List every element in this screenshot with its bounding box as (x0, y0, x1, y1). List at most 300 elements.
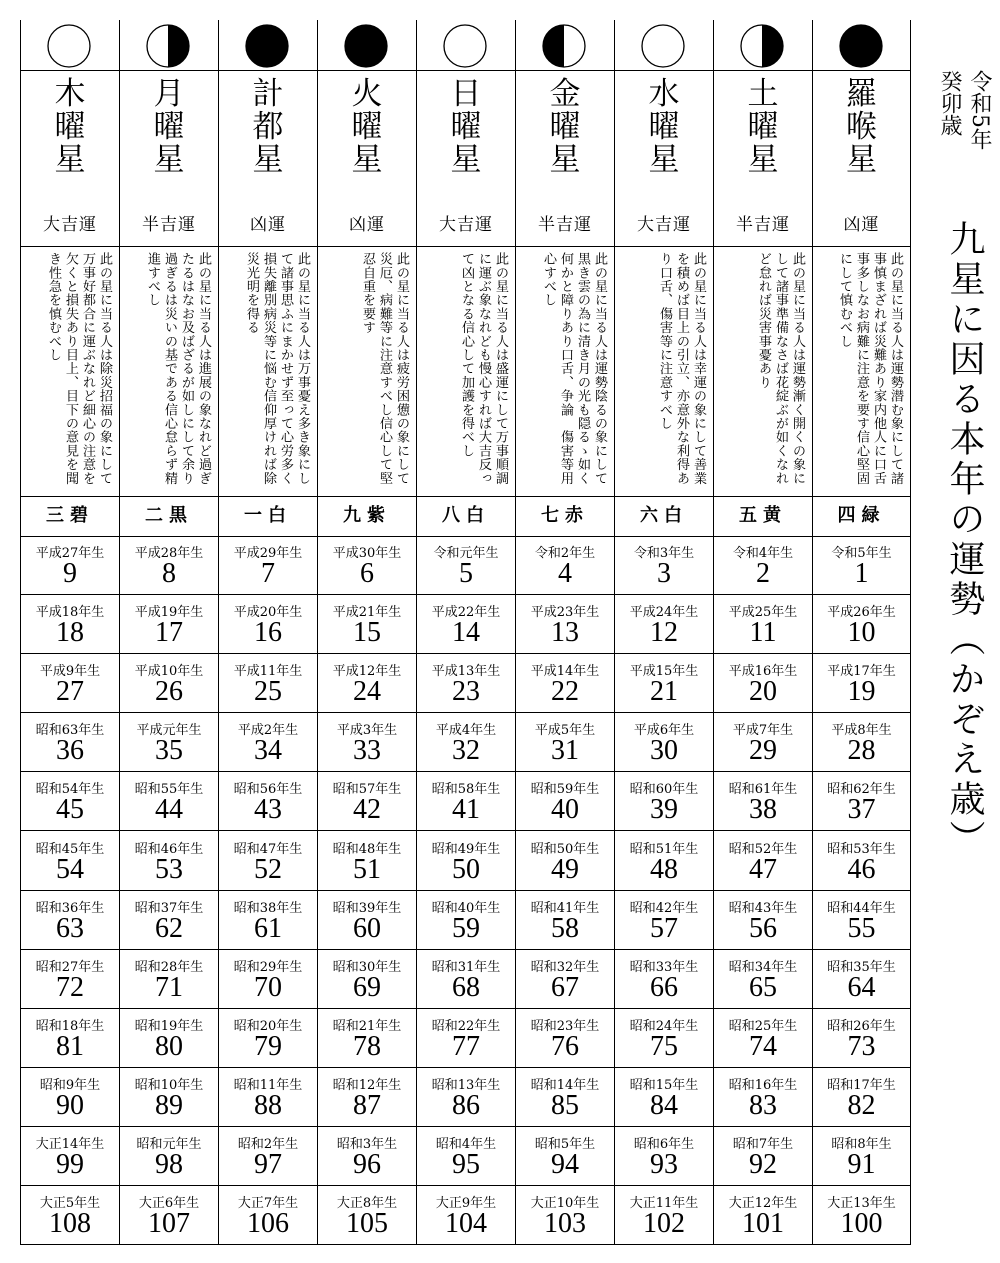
birth-year: 平成8年生 (831, 723, 892, 739)
year-cell (318, 891, 416, 950)
age-number: 45 (56, 794, 84, 826)
birth-year: 昭和18年生 (35, 1018, 105, 1034)
birth-year: 平成20年生 (233, 605, 303, 621)
age-number: 16 (254, 617, 282, 649)
birth-year: 昭和54年生 (35, 782, 105, 798)
age-number: 98 (155, 1149, 183, 1180)
nine-star-label: 五黄 (714, 496, 812, 537)
year-cell (615, 832, 713, 891)
age-number: 92 (749, 1149, 777, 1180)
birth-year: 昭和28年生 (134, 959, 204, 975)
age-number: 66 (650, 971, 678, 1003)
birth-year: 昭和61年生 (728, 782, 798, 798)
moon-cell (615, 20, 713, 71)
star-name-char: 曜 (648, 109, 680, 145)
description-cell (714, 246, 812, 497)
description-cell (318, 246, 416, 497)
birth-year: 平成9年生 (39, 664, 101, 680)
star-name-cell (417, 70, 515, 247)
moon-cell (21, 20, 119, 71)
birth-year: 昭和12年生 (332, 1077, 402, 1093)
star-column (416, 20, 515, 1245)
year-cell (120, 1127, 218, 1186)
year-cell (219, 1186, 317, 1245)
year-cell (318, 832, 416, 891)
birth-year: 大正7年生 (237, 1196, 299, 1212)
birth-year: 平成24年生 (629, 605, 699, 621)
age-number: 14 (452, 617, 480, 649)
age-number: 79 (254, 1030, 282, 1062)
birth-year: 昭和元年生 (136, 1137, 202, 1152)
star-name (318, 78, 416, 177)
age-number: 9 (63, 558, 77, 589)
age-number: 49 (551, 853, 579, 885)
star-name (813, 78, 910, 177)
birth-year: 平成23年生 (530, 605, 600, 621)
star-column (317, 20, 416, 1245)
age-number: 2 (756, 558, 770, 589)
birth-year: 令和2年生 (534, 546, 596, 561)
birth-year: 昭和30年生 (332, 959, 402, 975)
year-cell (318, 713, 416, 772)
age-number: 85 (551, 1089, 579, 1121)
birth-year: 昭和60年生 (629, 782, 699, 798)
age-number: 54 (56, 853, 84, 885)
year-cell (219, 891, 317, 950)
age-number: 35 (155, 735, 183, 767)
age-number: 44 (155, 794, 183, 826)
year-cell (120, 536, 218, 595)
birth-year: 昭和40年生 (431, 900, 501, 916)
age-number: 26 (155, 676, 183, 708)
birth-year: 令和元年生 (433, 546, 499, 561)
year-cell (516, 891, 614, 950)
age-number: 52 (254, 853, 282, 885)
birth-year: 平成11年生 (233, 664, 303, 680)
star-column (812, 20, 911, 1245)
year-cell (417, 1068, 515, 1127)
age-number: 19 (847, 676, 876, 708)
year-cell (813, 772, 910, 831)
age-number: 68 (452, 971, 480, 1003)
age-number: 77 (452, 1030, 480, 1062)
nine-star-label: 二黒 (120, 496, 218, 537)
birth-year: 平成2年生 (237, 723, 299, 739)
moon-phase-icon (541, 23, 587, 69)
fortune-description: 此の星に当る人は盛運にして万事順調に運ぶ象なれども慢心すれば大吉反って凶となる信心して加護を得べし (459, 252, 508, 485)
age-number: 67 (551, 971, 579, 1003)
age-number: 55 (847, 912, 876, 944)
age-number: 23 (452, 676, 480, 708)
year-cell (120, 1068, 218, 1127)
year-cell (615, 950, 713, 1009)
birth-year: 平成16年生 (728, 664, 798, 680)
year-cell (813, 536, 910, 595)
age-number: 39 (650, 794, 678, 826)
year-cell (714, 654, 812, 713)
birth-year: 昭和20年生 (233, 1018, 303, 1034)
star-name-char: 金 (549, 76, 581, 112)
description-cell (516, 246, 614, 497)
side-panel (918, 60, 996, 1240)
age-number: 61 (254, 912, 282, 944)
star-name-char: 水 (648, 76, 680, 112)
year-cell (714, 772, 812, 831)
age-number: 69 (353, 971, 381, 1003)
birth-year: 昭和41年生 (530, 900, 600, 916)
age-number: 91 (847, 1149, 876, 1180)
fortune-description: 此の星に当る人は運勢陰るの象にして黒き雲の為に清き月の光も隠るゝ如く何かと障りあり口舌、争論 傷害等用心すべし (541, 252, 607, 485)
birth-year: 昭和14年生 (530, 1077, 600, 1093)
birth-year: 昭和38年生 (233, 900, 303, 916)
birth-year: 昭和11年生 (233, 1077, 303, 1093)
birth-year: 昭和59年生 (530, 782, 600, 798)
birth-year: 平成30年生 (332, 546, 402, 561)
year-cell (120, 891, 218, 950)
star-name-char: 木 (54, 76, 86, 112)
year-cell (120, 832, 218, 891)
luck-label: 大吉運 (637, 215, 691, 235)
age-number: 106 (247, 1208, 289, 1240)
year-cell (417, 1127, 515, 1186)
birth-year: 平成28年生 (134, 546, 204, 561)
birth-year: 平成6年生 (633, 723, 695, 739)
age-number: 27 (56, 676, 84, 708)
age-number: 11 (749, 617, 777, 649)
birth-year: 昭和57年生 (332, 782, 402, 798)
age-number: 24 (353, 676, 381, 708)
year-cell (417, 772, 515, 831)
birth-year: 平成26年生 (827, 605, 896, 621)
age-number: 30 (650, 735, 678, 767)
age-number: 96 (353, 1149, 381, 1180)
year-cell (516, 713, 614, 772)
age-number: 10 (847, 617, 876, 649)
birth-year: 昭和34年生 (728, 959, 798, 975)
year-cell (615, 713, 713, 772)
age-number: 80 (155, 1030, 183, 1062)
age-number: 53 (155, 853, 183, 885)
age-number: 63 (56, 912, 84, 944)
age-number: 107 (148, 1208, 190, 1240)
nine-star-label: 三碧 (21, 496, 119, 537)
year-cell (219, 832, 317, 891)
year-cell (21, 654, 119, 713)
description-cell (21, 246, 119, 497)
year-cell (516, 950, 614, 1009)
year-cell (813, 832, 910, 891)
birth-year: 平成元年生 (136, 723, 202, 739)
year-cell (318, 595, 416, 654)
year-cell (21, 595, 119, 654)
birth-year: 昭和33年生 (629, 959, 699, 975)
star-column (614, 20, 713, 1245)
birth-year: 平成21年生 (332, 605, 402, 621)
birth-year: 昭和4年生 (435, 1137, 497, 1152)
birth-year: 昭和19年生 (134, 1018, 204, 1034)
age-number: 18 (56, 617, 84, 649)
year-cell (714, 1127, 812, 1186)
age-number: 95 (452, 1149, 480, 1180)
moon-phase-icon (46, 23, 92, 69)
birth-year: 平成13年生 (431, 664, 501, 680)
year-cell (714, 950, 812, 1009)
moon-cell (120, 20, 218, 71)
fortune-description: 此の星に当る人は疲労困憊の象にして災厄、病難等に注意すべし信心して堅忍自重を要す (360, 252, 409, 485)
star-column (20, 20, 119, 1245)
year-cell (21, 832, 119, 891)
luck-label: 凶運 (843, 215, 880, 235)
age-number: 99 (56, 1149, 84, 1180)
birth-year: 昭和55年生 (134, 782, 204, 798)
age-number: 50 (452, 853, 480, 885)
year-cell (813, 1186, 910, 1245)
star-name-char: 火 (351, 76, 383, 112)
year-cell (516, 654, 614, 713)
year-cell (318, 772, 416, 831)
birth-year: 昭和24年生 (629, 1018, 699, 1034)
birth-year: 昭和26年生 (827, 1018, 896, 1034)
birth-year: 昭和7年生 (732, 1137, 794, 1152)
year-cell (516, 1186, 614, 1245)
birth-year: 昭和63年生 (35, 723, 105, 739)
year-cell (813, 1068, 910, 1127)
year-cell (417, 1186, 515, 1245)
birth-year: 昭和56年生 (233, 782, 303, 798)
birth-year: 平成19年生 (134, 605, 204, 621)
birth-year: 平成5年生 (534, 723, 596, 739)
year-cell (813, 713, 910, 772)
age-number: 12 (650, 617, 678, 649)
year-cell (714, 595, 812, 654)
year-cell (714, 1068, 812, 1127)
moon-cell (417, 20, 515, 71)
age-number: 7 (261, 558, 275, 589)
year-cell (21, 713, 119, 772)
birth-year: 昭和3年生 (336, 1137, 398, 1152)
age-number: 94 (551, 1149, 579, 1180)
star-name (417, 78, 515, 177)
star-name (615, 78, 713, 177)
birth-year: 平成12年生 (332, 664, 402, 680)
age-number: 104 (445, 1208, 487, 1240)
year-cell (21, 536, 119, 595)
birth-year: 昭和42年生 (629, 900, 699, 916)
age-number: 34 (254, 735, 282, 767)
age-number: 83 (749, 1089, 777, 1121)
age-number: 41 (452, 794, 480, 826)
birth-year: 昭和9年生 (39, 1077, 101, 1093)
birth-year: 大正13年生 (827, 1196, 896, 1212)
birth-year: 昭和5年生 (534, 1137, 596, 1152)
age-number: 90 (56, 1089, 84, 1121)
year-cell (714, 891, 812, 950)
year-cell (615, 1186, 713, 1245)
year-cell (219, 713, 317, 772)
birth-year: 平成25年生 (728, 605, 798, 621)
star-name-char: 羅 (846, 76, 877, 112)
birth-year: 平成22年生 (431, 605, 501, 621)
fortune-chart (20, 20, 914, 1245)
year-cell (615, 536, 713, 595)
age-number: 74 (749, 1030, 777, 1062)
birth-year: 大正6年生 (138, 1196, 200, 1212)
year-cell (714, 713, 812, 772)
age-number: 89 (155, 1089, 183, 1121)
year-cell (120, 1186, 218, 1245)
age-number: 47 (749, 853, 777, 885)
age-number: 46 (847, 853, 876, 885)
description-cell (813, 246, 910, 497)
age-number: 100 (840, 1208, 883, 1240)
age-number: 42 (353, 794, 381, 826)
year-cell (615, 1127, 713, 1186)
age-number: 38 (749, 794, 777, 826)
nine-star-label: 六白 (615, 496, 713, 537)
age-number: 78 (353, 1030, 381, 1062)
year-cell (714, 832, 812, 891)
star-column (218, 20, 317, 1245)
year-cell (120, 595, 218, 654)
age-number: 70 (254, 971, 282, 1003)
moon-phase-icon (343, 23, 389, 69)
star-name-char: 星 (747, 142, 779, 178)
age-number: 84 (650, 1089, 678, 1121)
year-cell (120, 654, 218, 713)
year-cell (714, 536, 812, 595)
birth-year: 昭和43年生 (728, 900, 798, 916)
year-cell (21, 891, 119, 950)
moon-cell (714, 20, 812, 71)
age-number: 3 (657, 558, 671, 589)
era-zodiac: 癸卯歳 (937, 70, 962, 136)
birth-year: 昭和23年生 (530, 1018, 600, 1034)
age-number: 58 (551, 912, 579, 944)
birth-year: 大正12年生 (728, 1196, 798, 1212)
fortune-description: 此の星に当る人は除災招福の象にして万事好都合に運ぶなれど細心の注意を欠くと損失あり目上、目下の意見を聞き性急を慎むべし (46, 252, 112, 485)
year-cell (21, 1009, 119, 1068)
birth-year: 令和4年生 (732, 546, 794, 561)
age-number: 15 (353, 617, 381, 649)
description-cell (417, 246, 515, 497)
year-cell (615, 1009, 713, 1068)
birth-year: 昭和37年生 (134, 900, 204, 916)
year-cell (417, 950, 515, 1009)
star-name-cell (516, 70, 614, 247)
luck-label: 半吉運 (142, 215, 196, 235)
year-cell (219, 950, 317, 1009)
year-cell (318, 654, 416, 713)
year-cell (417, 832, 515, 891)
birth-year: 昭和49年生 (431, 841, 501, 857)
year-cell (219, 1009, 317, 1068)
star-name-char: 曜 (450, 109, 482, 145)
year-cell (615, 891, 713, 950)
star-name-cell (813, 70, 910, 247)
year-cell (516, 1009, 614, 1068)
birth-year: 昭和58年生 (431, 782, 501, 798)
moon-phase-icon (640, 23, 686, 69)
year-cell (516, 832, 614, 891)
star-name-cell (120, 70, 218, 247)
birth-year: 大正10年生 (530, 1196, 600, 1212)
luck-label: 半吉運 (736, 215, 790, 235)
star-name-char: 星 (648, 142, 680, 178)
age-number: 6 (360, 558, 374, 589)
age-number: 29 (749, 735, 777, 767)
age-number: 86 (452, 1089, 480, 1121)
age-number: 72 (56, 971, 84, 1003)
age-number: 31 (551, 735, 579, 767)
age-number: 73 (847, 1030, 876, 1062)
star-name-cell (219, 70, 317, 247)
star-name-char: 曜 (351, 109, 383, 145)
birth-year: 昭和51年生 (629, 841, 699, 857)
moon-cell (318, 20, 416, 71)
year-cell (615, 772, 713, 831)
star-name-char: 星 (252, 142, 284, 178)
year-cell (417, 595, 515, 654)
birth-year: 昭和2年生 (237, 1137, 299, 1152)
birth-year: 昭和21年生 (332, 1018, 402, 1034)
year-cell (120, 1009, 218, 1068)
year-cell (120, 950, 218, 1009)
year-cell (714, 1186, 812, 1245)
year-cell (219, 772, 317, 831)
star-name-cell (615, 70, 713, 247)
age-number: 88 (254, 1089, 282, 1121)
luck-label: 大吉運 (439, 215, 493, 235)
year-cell (516, 595, 614, 654)
age-number: 103 (544, 1208, 586, 1240)
year-cell (417, 654, 515, 713)
birth-year: 昭和53年生 (827, 841, 896, 857)
luck-label: 大吉運 (43, 215, 97, 235)
moon-phase-icon (442, 23, 488, 69)
nine-star-label: 七赤 (516, 496, 614, 537)
year-cell (417, 713, 515, 772)
star-name-char: 星 (54, 142, 86, 178)
age-number: 17 (155, 617, 183, 649)
star-name-char: 土 (747, 76, 779, 112)
star-name-char: 計 (252, 76, 284, 112)
age-number: 71 (155, 971, 183, 1003)
age-number: 33 (353, 735, 381, 767)
age-number: 60 (353, 912, 381, 944)
year-cell (318, 536, 416, 595)
nine-star-label: 九紫 (318, 496, 416, 537)
star-name (120, 78, 218, 177)
age-number: 76 (551, 1030, 579, 1062)
birth-year: 平成15年生 (629, 664, 699, 680)
age-number: 64 (847, 971, 876, 1003)
birth-year: 昭和16年生 (728, 1077, 798, 1093)
luck-label: 半吉運 (538, 215, 592, 235)
age-number: 36 (56, 735, 84, 767)
moon-cell (813, 20, 910, 71)
age-number: 56 (749, 912, 777, 944)
year-cell (813, 1009, 910, 1068)
fortune-description: 此の星に当る人は進展の象なれど過ぎたるはなお及ばざるが如しにして余り過ぎるは災いの基である信心怠らず精進すべし (145, 252, 211, 485)
nine-star-label: 八白 (417, 496, 515, 537)
age-number: 101 (742, 1208, 784, 1240)
year-cell (318, 1127, 416, 1186)
age-number: 108 (49, 1208, 91, 1240)
moon-phase-icon (244, 23, 290, 69)
page-title: 九星に因る本年の運勢（かぞえ歳） (944, 220, 985, 860)
birth-year: 昭和17年生 (827, 1077, 896, 1093)
age-number: 4 (558, 558, 572, 589)
